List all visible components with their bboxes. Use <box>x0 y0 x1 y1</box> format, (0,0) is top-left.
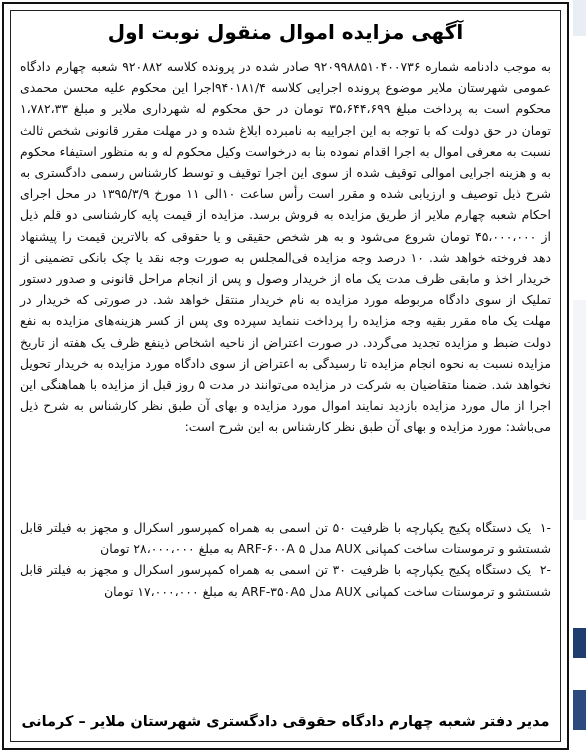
auction-item-number: -۲ <box>539 562 551 578</box>
auction-item-1 <box>20 517 551 559</box>
notice-frame <box>2 2 569 750</box>
page-edge-block <box>573 690 586 730</box>
page-edge-block <box>573 0 586 36</box>
page-edge-block <box>573 628 586 658</box>
auction-item-number: -۱ <box>539 520 551 535</box>
notice-signature: مدیر دفتر شعبه چهارم دادگاه حقوقی دادگستری شهرستان ملایر – کرمانی <box>21 714 550 730</box>
auction-item-text: یک دستگاه پکیج یکپارچه با ظرفیت ۳۰ تن اسمی به همراه کمپرسور اسکرال و مجهز به فیلتر قابل شستشو و ترموستات ساخت کمپانی AUX مدل ARF-۳۵۰A۵ به مبلغ ۱۷،۰۰۰،۰۰۰ تومان <box>20 562 551 599</box>
page-edge-block <box>573 300 586 520</box>
auction-item-text: یک دستگاه پکیج یکپارچه با ظرفیت ۵۰ تن اسمی به همراه کمپرسور اسکرال و مجهز به فیلتر قابل شستشو و ترموستات ساخت کمپانی AUX مدل ۵ ARF-۶۰۰A به مبلغ ۲۸،۰۰۰،۰۰۰ تومان <box>20 520 551 557</box>
notice-body: به موجب دادنامه شماره ۹۲۰۹۹۸۸۵۱۰۴۰۰۷۳۶ صادر شده در پرونده کلاسه ۹۲۰۸۸۲ شعبه چهارم دادگاه عمومی شهرستان ملایر موضوع پرونده اجرایی کلاسه ۹۴۰۱۸۱/۴اجرا این محکوم علیه محسن محمدی محکوم است به پرداخت مبلغ ۳۵،۶۴۴،۶۹۹ تومان در حق محکوم له شهرداری ملایر و مبلغ ۱،۷۸۲،۳۳ تومان در حق دولت که با توجه به این اجراییه به نامبرده ابلاغ شده و در مهلت مقرر قانونی شخص ثالث نسبت به معرفی اموال به اجرا اقدام نموده بنا به درخواست وکیل محکوم له و به منظور استیفاء محکوم به و هزینه اجرایی اموالی توقیف شده از سوی این اجرا توقیف و توسط کارشناس رسمی دادگستری به شرح ذیل توصیف و ارزیابی شده و مقرر است رأس ساعت ۱۰الی ۱۱ مورخ ۱۳۹۵/۳/۹ در محل اجرای احکام شعبه چهارم ملایر از طریق مزایده به فروش برسد. مزایده از قیمت پایه کارشناسی دو قلم ذیل از ۴۵،۰۰۰،۰۰۰ تومان شروع می‌شود و به هر شخص حقیقی و یا حقوقی که بالاترین قیمت را پیشنهاد دهد فروخته خواهد شد. ۱۰ درصد وجه مزایده فی‌المجلس به صورت وجه نقد یا چک بانکی تضمینی از خریدار اخذ و مابقی ظرف مدت یک ماه از خریدار وصول و پس از انجام مراحل قانونی و صدور دستور تملیک از سوی دادگاه مربوطه مورد مزایده به نام خریدار منتقل خواهد شد. در صورتی که خریدار در مهلت یک ماه مقرر بقیه وجه مزایده را پرداخت ننماید سپرده وی پس از کسر هزینه‌های مزایده به نفع دولت ضبط و مزایده تجدید می‌گردد. در صورت اعتراض از ناحیه اشخاص ذینفع ظرف یک هفته از تاریخ مزایده نسبت به نحوه انجام مزایده تا رسیدگی به اعتراض از سوی دادگاه مورد مزایده به خریدار تحویل نخواهد شد. ضمنا متقاضیان به شرکت در مزایده می‌توانند در مدت ۵ روز قبل از مزایده با هماهنگی این اجرا از مال مورد مزایده بازدید نمایند اموال مورد مزایده و بهای آن طبق نظر کارشناس به شرح ذیل می‌باشد: مورد مزایده و بهای آن طبق نظر کارشناس به این شرح است: <box>20 59 551 435</box>
auction-item-2 <box>20 559 551 601</box>
auction-items-list <box>20 517 551 602</box>
page-edge-strip <box>573 0 586 754</box>
notice-title: آگهی مزایده اموال منقول نوبت اول <box>107 20 464 44</box>
